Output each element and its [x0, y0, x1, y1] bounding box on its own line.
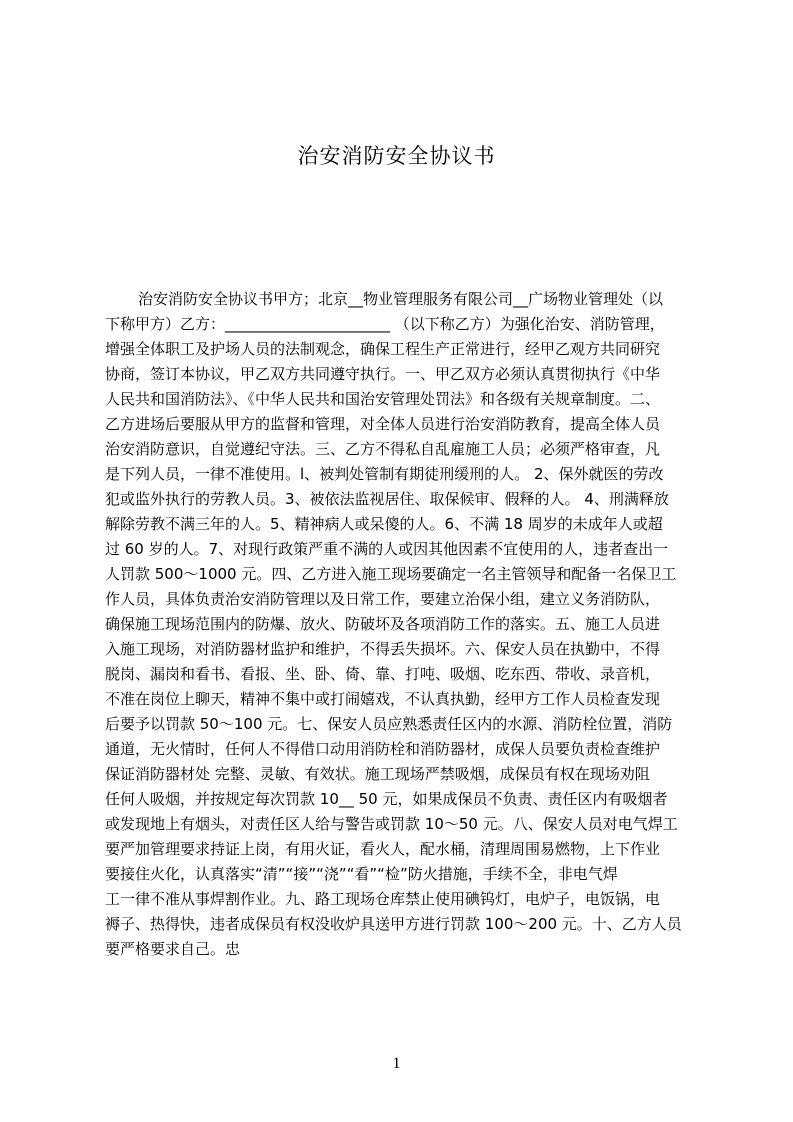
body-line: 人民共和国消防法》、《中华人民共和国治安管理处罚法》和各级有关规章制度。二、: [105, 390, 661, 408]
body-line: 脱岗、漏岗和看书、看报、坐、卧、倚、靠、打吨、吸烟、吃东西、带收、录音机，: [105, 665, 661, 683]
body-line: 是下列人员，一律不准使用。l、被判处管制有期徒刑缓刑的人。 2、保外就医的劳改: [105, 465, 664, 483]
body-line: 乙方进场后要服从甲方的监督和管理，对全体人员进行治安消防教育，提高全体人员: [105, 415, 661, 433]
document-body: [105, 287, 697, 962]
document-title: 治安消防安全协议书: [297, 144, 496, 168]
body-line: 治安消防意识，自觉遵纪守法。三、乙方不得私自乱雇施工人员；必须严格审查，凡: [105, 440, 661, 458]
body-line: 褥子、热得快，违者成保员有权没收炉具送甲方进行罚款 100～200 元。十、乙方人员: [105, 915, 682, 933]
body-line: 下称甲方）乙方：______________________ （以下称乙方）为强化治安、消防管理，: [105, 315, 665, 333]
body-line: 要严加管理要求持证上岗，有用火证，看火人，配水桶，清理周围易燃物，上下作业: [105, 840, 661, 858]
body-line: 入施工现场，对消防器材监护和维护，不得丢失损坏。六、保安人员在执勤中，不得: [105, 640, 661, 658]
body-line: 通道，无火情时，任何人不得借口动用消防栓和消防器材，成保人员要负责检查维护: [105, 740, 661, 758]
body-line: 确保施工现场范围内的防爆、放火、防破坏及各项消防工作的落实。五、施工人员进: [105, 615, 661, 633]
body-line: 解除劳教不满三年的人。5、精神病人或呆傻的人。6、不满 18 周岁的未成年人或超: [105, 515, 663, 533]
body-line: 保证消防器材处 完整、灵敏、有效状。施工现场严禁吸烟，成保员有权在现场劝阻: [105, 765, 650, 783]
body-line: 协商，签订本协议，甲乙双方共同遵守执行。一、甲乙双方必须认真贯彻执行《中华: [105, 365, 661, 383]
body-line: 或发现地上有烟头，对责任区人给与警告或罚款 10～50 元。八、保安人员对电气焊工: [105, 815, 678, 833]
body-line: 作人员，具体负责治安消防管理以及日常工作，要建立治保小组，建立义务消防队，: [105, 590, 661, 608]
page-number: 1: [392, 1055, 401, 1072]
body-line: 要严格要求自己。忠: [105, 940, 241, 958]
body-line: 治安消防安全协议书甲方；北京__物业管理服务有限公司__广场物业管理处（以: [138, 290, 664, 308]
body-line: 不准在岗位上聊天，精神不集中或打闹嬉戏，不认真执勤，经甲方工作人员检查发现: [105, 690, 661, 708]
body-line: 任何人吸烟，并按规定每次罚款 10__ 50 元，如果成保员不负责、责任区内有吸烟者: [105, 790, 668, 808]
body-line: 人罚款 500～1000 元。四、乙方进入施工现场要确定一名主管领导和配备一名保卫工: [105, 565, 677, 583]
body-line: 工一律不准从事焊割作业。九、路工现场仓库禁止使用碘钨灯，电炉子，电饭锅，电: [105, 890, 661, 908]
body-line: 过 60 岁的人。7、对现行政策严重不满的人或因其他因素不宜使用的人，违者查出一: [105, 540, 669, 558]
body-line: 增强全体职工及护场人员的法制观念，确保工程生产正常进行，经甲乙观方共同研究: [105, 340, 661, 358]
body-line: 后要予以罚款 50～100 元。七、保安人员应熟悉责任区内的水源、消防栓位置，消防: [105, 715, 673, 733]
body-line: 要接住火化，认真落实“清”“接”“浇”“看”“检”防火措施，手续不全，非电气焊: [105, 865, 618, 883]
body-line: 犯或监外执行的劳教人员。3、被依法监视居住、取保候审、假释的人。 4、刑满释放: [105, 490, 669, 508]
